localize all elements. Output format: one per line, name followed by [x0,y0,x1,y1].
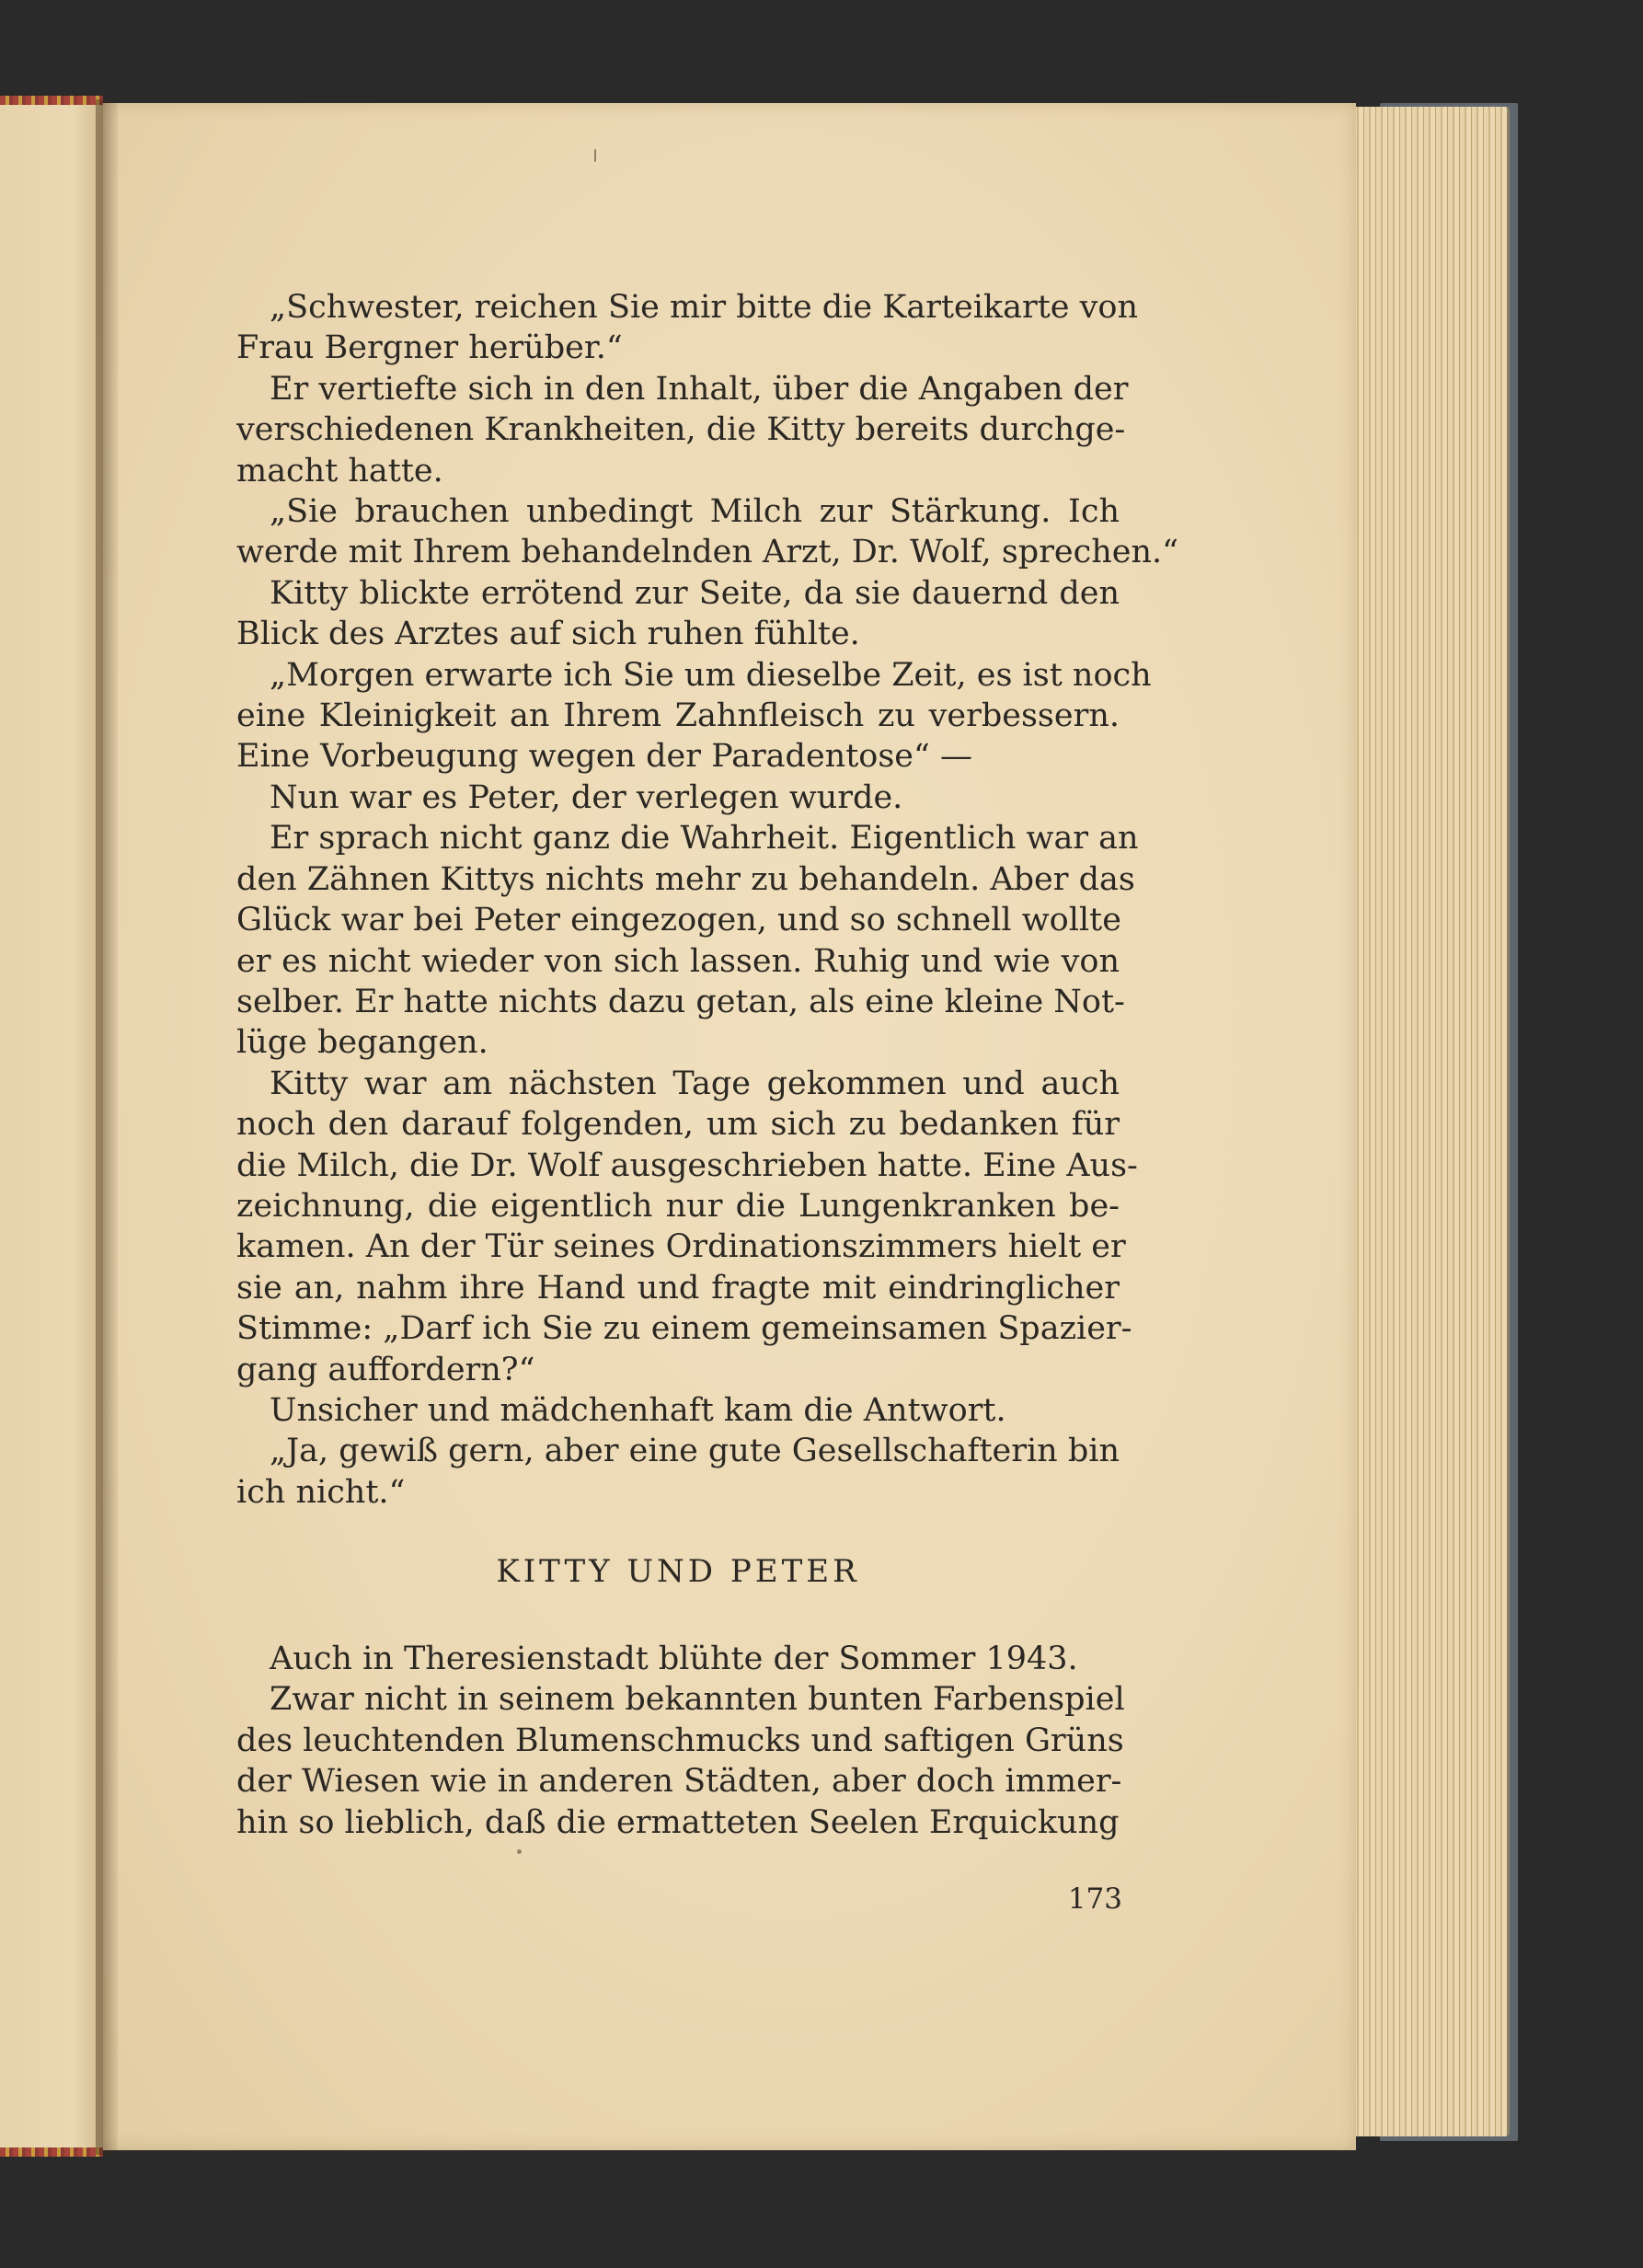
headband-top [0,96,103,105]
book-gutter [96,99,118,2155]
page-number: 173 [1067,1882,1122,1916]
page-edges-stack [1352,107,1510,2136]
text-line: Eine Vorbeugung wegen der Paradentose“ — [236,738,973,776]
text-line: Glück war bei Peter eingezogen, und so schnell wollte [236,902,1121,939]
text-line: den Zähnen Kittys nichts mehr zu behandeln. Aber das [236,860,1135,898]
paper-mark [594,149,596,162]
text-line: verschiedenen Krankheiten, die Kitty bereits durchge- [236,411,1126,449]
text-line: Er sprach nicht ganz die Wahrheit. Eigentlich war an [270,820,1139,858]
text-line: die Milch, die Dr. Wolf ausgeschrieben hatte. Eine Aus- [236,1146,1138,1184]
paper-speck [517,1849,522,1854]
text-line: er es nicht wieder von sich lassen. Ruhig und wie von [236,942,1120,980]
text-line: lüge begangen. [236,1024,488,1062]
text-line: Stimme: „Darf ich Sie zu einem gemeinsamen Spazier- [236,1310,1132,1348]
headband-bottom [0,2147,103,2157]
text-line: Blick des Arztes auf sich ruhen fühlte. [236,616,860,653]
text-line: Unsicher und mädchenhaft kam die Antwort. [270,1391,1006,1429]
text-line: der Wiesen wie in anderen Städten, aber doch immer- [236,1763,1122,1801]
text-line: selber. Er hatte nichts dazu getan, als eine kleine Not- [236,983,1125,1020]
text-line: Nun war es Peter, der verlegen wurde. [270,778,903,816]
text-line: gang auffordern?“ [236,1351,535,1388]
text-line: zeichnung, die eigentlich nur die Lungenkranken be- [236,1187,1120,1225]
text-line: Er vertiefte sich in den Inhalt, über die Angaben der [270,370,1129,408]
text-line: „Sie brauchen unbedingt Milch zur Stärkung. Ich [270,493,1120,531]
text-line: Kitty war am nächsten Tage gekommen und auch [270,1065,1120,1102]
text-line: hin so lieblich, daß die ermatteten Seelen Erquickung [236,1803,1120,1841]
chapter-heading: KITTY UND PETER [496,1553,860,1590]
text-line: des leuchtenden Blumenschmucks und saftigen Grüns [236,1721,1124,1759]
text-line: „Morgen erwarte ich Sie um dieselbe Zeit, es ist noch [270,656,1152,694]
text-line: eine Kleinigkeit an Ihrem Zahnfleisch zu verbessern. [236,697,1120,735]
text-line: ich nicht.“ [236,1473,406,1511]
text-line: sie an, nahm ihre Hand und fragte mit eindringlicher [236,1269,1120,1307]
text-line: kamen. An der Tür seines Ordinationszimmers hielt er [236,1228,1126,1266]
body-text-block-2 [236,1639,1125,1843]
text-line: Zwar nicht in seinem bekannten bunten Farbenspiel [270,1681,1125,1719]
left-page [0,101,103,2153]
text-line: Frau Bergner herüber.“ [236,329,623,367]
text-line: noch den darauf folgenden, um sich zu bedanken für [236,1106,1120,1144]
text-line: werde mit Ihrem behandelnden Arzt, Dr. Wolf, sprechen.“ [236,534,1179,571]
text-line: macht hatte. [236,452,443,489]
text-line: Kitty blickte errötend zur Seite, da sie dauernd den [270,574,1120,612]
text-line: Auch in Theresienstadt blühte der Sommer 1943. [270,1641,1078,1677]
text-line: „Ja, gewiß gern, aber eine gute Gesellschafterin bin [270,1433,1120,1470]
text-line: „Schwester, reichen Sie mir bitte die Karteikarte von [270,289,1139,326]
body-text-block-1 [236,287,1179,1513]
